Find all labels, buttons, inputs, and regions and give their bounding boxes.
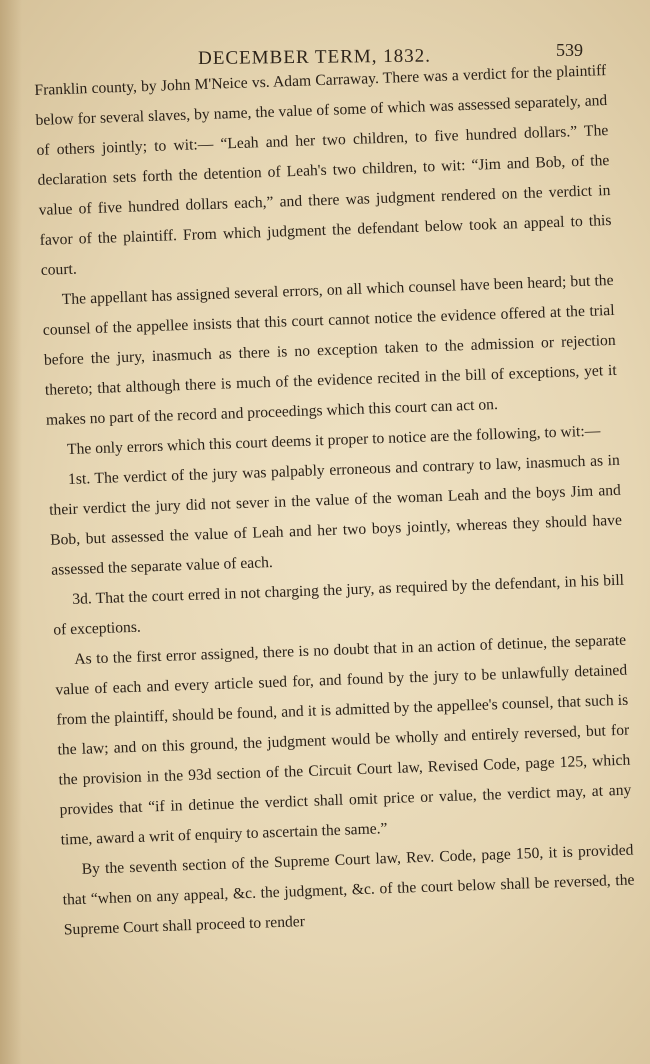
paragraph-5: 3d. That the court erred in not charging the jury, as required by the defendant, in his bill of exceptions. bbox=[53, 571, 625, 639]
paragraph-1: Franklin county, by John M'Neice vs. Adam Carraway. There was a verdict for the plaintiff below for several slaves, by name, the value of some of which was assessed separately, and of others jointly; to wit:— “Leah and her two children, to five hundred dollars.” The declaration sets forth the detention of Leah's two children, to wit: “Jim and Bob, of the value of five hundred dollars each,” and there was judgment rendered on the verdict in favor of the plaintiff. From which judgment the defendant below took an appeal to this court. bbox=[34, 62, 612, 279]
running-head: DECEMBER TERM, 1832. bbox=[198, 45, 432, 69]
paragraph-2: The appellant has assigned several errors, on all which counsel have been heard; but the counsel of the appellee insists that this court cannot notice the evidence offered at the trial before the jury, inasmuch as there is no exception taken to the admission or rejection thereto; that although there is much of the evidence recited in the bill of exceptions, yet it makes no part of the record and proceedings which this court can act on. bbox=[42, 271, 617, 429]
page-gutter-shadow bbox=[0, 0, 22, 1064]
paragraph-4: 1st. The verdict of the jury was palpably erroneous and contrary to law, inasmuch as in their verdict the jury did not sever in the value of the woman Leah and the boys Jim and Bob, but assessed the value of Leah and her two boys jointly, whereas they should have assessed the separate value of each. bbox=[48, 451, 623, 579]
paragraph-7: By the seventh section of the Supreme Court law, Rev. Code, page 150, it is provided that “when on any appeal, &c. the judgment, &c. of the court below shall be reversed, the Supreme Court shall proceed to render bbox=[62, 841, 635, 939]
paragraph-6: As to the first error assigned, there is no doubt that in an action of detinue, the separate value of each and every article sued for, and found by the jury to be unlawfully detained from the plaintiff, should be found, and it is admitted by the appellee's counsel, that such is the law; and on this ground, the judgment would be wholly and entirely reversed, but for the provision in the 93d section of the Circuit Court law, Revised Code, page 125, which provides that “if in detinue the verdict shall omit price or value, the verdict may, at any time, award a writ of enquiry to ascertain the same.” bbox=[55, 631, 632, 849]
paragraph-3: The only errors which this court deems it proper to notice are the following, to wit:— bbox=[66, 422, 601, 459]
page-number: 539 bbox=[556, 40, 583, 60]
body-text bbox=[34, 56, 636, 945]
